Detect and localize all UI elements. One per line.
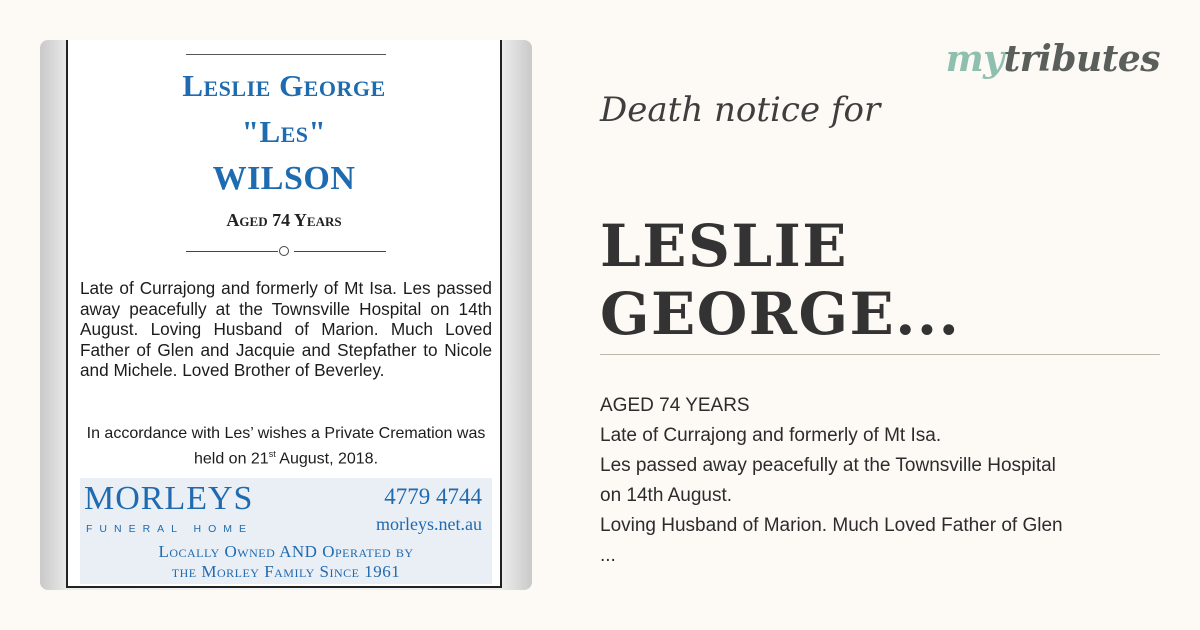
notice-name-line1: Leslie George	[182, 68, 386, 103]
ad-tagline-2: the Morley Family Since 1961	[171, 562, 401, 581]
ad-tagline-1: Locally Owned AND Operated by	[158, 542, 414, 561]
ad-company-name: MORLEYS	[84, 480, 254, 517]
summary-line: on 14th August.	[600, 485, 733, 506]
summary-line: Les passed away peacefully at the Townsville Hospital	[600, 455, 1056, 476]
summary-line: ...	[600, 545, 616, 566]
summary-text	[600, 391, 1160, 571]
notice-name-line2: "Les"	[241, 114, 327, 149]
ad-subtitle: FUNERAL HOME	[86, 523, 254, 535]
notice-image	[40, 40, 532, 590]
heading-label: Death notice for	[600, 90, 881, 130]
top-rule	[186, 54, 386, 55]
brand-logo: mytributes	[945, 38, 1160, 80]
summary-line: Late of Currajong and formerly of Mt Isa.	[600, 425, 942, 446]
notice-aged: Aged 74 Years	[226, 210, 342, 230]
notice-paper	[66, 40, 502, 588]
summary-line: Loving Husband of Marion. Much Loved Father of Glen	[600, 515, 1063, 536]
notice-cremation: In accordance with Les’ wishes a Private Cremation was held on 21st August, 2018.	[86, 425, 486, 468]
divider	[600, 354, 1160, 355]
summary-line: AGED 74 YEARS	[600, 395, 750, 416]
funeral-home-ad	[80, 478, 492, 584]
notice-name-line3: WILSON	[212, 160, 356, 197]
ad-phone: 4779 4744	[384, 484, 482, 509]
ad-website: morleys.net.au	[376, 514, 482, 534]
ornament-divider	[186, 246, 386, 258]
heading-name: LESLIE GEORGE...	[600, 212, 961, 348]
notice-body: Late of Currajong and formerly of Mt Isa. Les passed away peacefully at the Townsville Hospital on 14th August. Loving Husband of Marion. Much Loved Father of Glen and Jacquie and Stepfather to Nicole and Michele. Loved Brother of Beverley.	[80, 278, 492, 380]
